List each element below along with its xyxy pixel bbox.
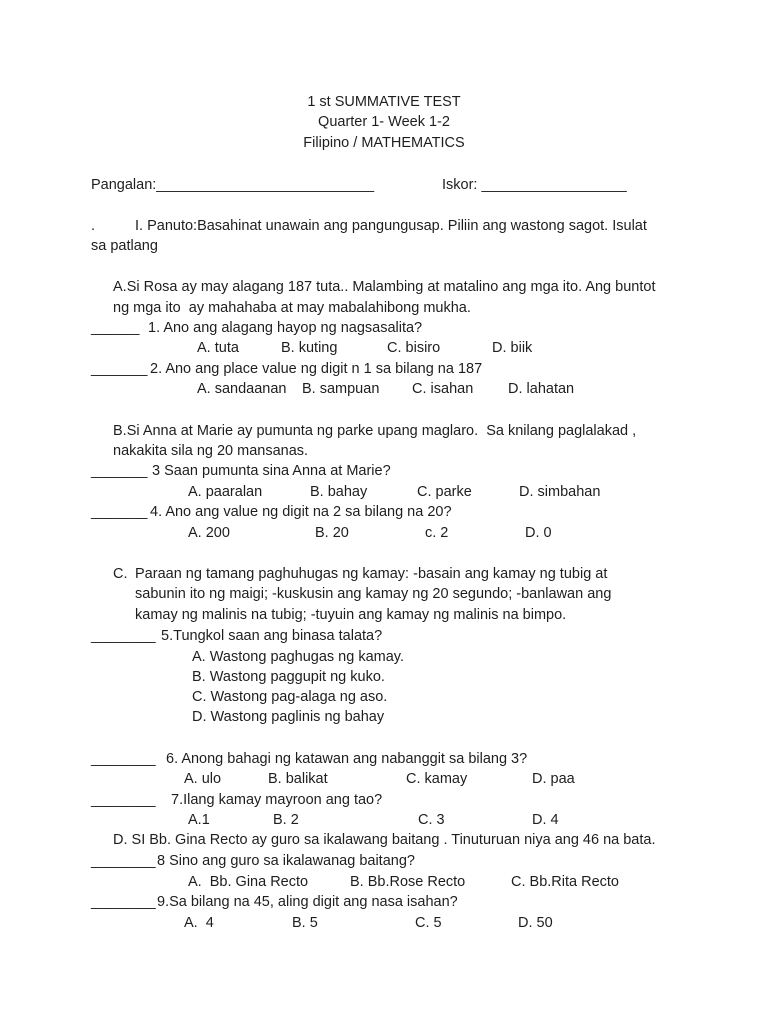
passage-c-label: C.: [113, 566, 128, 582]
answer-blank-7: ________: [91, 792, 156, 808]
q3-choice-c: C. parke: [417, 484, 472, 500]
q3-choice-d: D. simbahan: [519, 484, 601, 500]
q7-choice-b: B. 2: [273, 812, 299, 828]
question-1: 1. Ano ang alagang hayop ng nagsasalita?: [148, 320, 423, 336]
answer-blank-1: ______: [91, 320, 140, 336]
q9-choice-b: B. 5: [292, 915, 318, 931]
score-field: Iskor: __________________: [442, 177, 627, 193]
passage-c-line-2: sabunin ito ng maigi; -kuskusin ang kamay ng 20 segundo; -banlawan ang: [135, 586, 612, 602]
q8-choice-b: B. Bb.Rose Recto: [350, 874, 466, 890]
question-4: 4. Ano ang value ng digit na 2 sa bilang na 20?: [150, 504, 452, 520]
question-6: 6. Anong bahagi ng katawan ang nabanggit sa bilang 3?: [166, 751, 528, 767]
q9-choice-a: A. 4: [184, 915, 214, 931]
question-3: 3 Saan pumunta sina Anna at Marie?: [148, 463, 391, 479]
passage-a-line-2: ng mga ito ay mahahaba at may mabalahibong mukha.: [113, 300, 471, 316]
q4-choice-c: c. 2: [425, 525, 449, 541]
q4-choice-d: D. 0: [525, 525, 552, 541]
q8-choice-c: C. Bb.Rita Recto: [511, 874, 619, 890]
subjects-line: Filipino / MATHEMATICS: [303, 135, 465, 151]
q5-choice-a: A. Wastong paghugas ng kamay.: [192, 649, 404, 665]
q2-choice-d: D. lahatan: [508, 381, 575, 397]
quarter-line: Quarter 1- Week 1-2: [318, 114, 450, 130]
passage-b-line-2: nakakita sila ng 20 mansanas.: [113, 443, 309, 459]
passage-b-line-1: B.Si Anna at Marie ay pumunta ng parke upang maglaro. Sa knilang paglalakad ,: [113, 423, 637, 439]
instructions-line-2: sa patlang: [91, 238, 158, 254]
q7-choice-a: A.1: [188, 812, 210, 828]
question-2: 2. Ano ang place value ng digit n 1 sa bilang na 187: [150, 361, 483, 377]
answer-blank-5: ________: [91, 628, 156, 644]
q2-choice-a: A. sandaanan: [197, 381, 287, 397]
q5-choice-b: B. Wastong paggupit ng kuko.: [192, 669, 385, 685]
q2-choice-c: C. isahan: [412, 381, 474, 397]
answer-blank-9: ________: [91, 894, 156, 910]
q1-choice-b: B. kuting: [281, 340, 338, 356]
q8-choice-a: A. Bb. Gina Recto: [188, 874, 309, 890]
answer-blank-8: ________: [91, 853, 156, 869]
answer-blank-4: _______: [91, 504, 148, 520]
instruction-bullet: .: [91, 218, 96, 234]
passage-c-line-3: kamay ng malinis na tubig; -tuyuin ang kamay ng malinis na bimpo.: [135, 607, 567, 623]
q6-choice-a: A. ulo: [184, 771, 222, 787]
answer-blank-6: ________: [91, 751, 156, 767]
q9-choice-c: C. 5: [415, 915, 442, 931]
q1-choice-c: C. bisiro: [387, 340, 441, 356]
q5-choice-c: C. Wastong pag-alaga ng aso.: [192, 689, 388, 705]
instructions-line-1: I. Panuto:Basahinat unawain ang pangungusap. Piliin ang wastong sagot. Isulat: [135, 218, 647, 234]
passage-d: D. SI Bb. Gina Recto ay guro sa ikalawang baitang . Tinuturuan niya ang 46 na bata.: [113, 832, 656, 848]
q5-choice-d: D. Wastong paglinis ng bahay: [192, 709, 385, 725]
q7-choice-c: C. 3: [418, 812, 445, 828]
q7-choice-d: D. 4: [532, 812, 559, 828]
q9-choice-d: D. 50: [518, 915, 553, 931]
answer-blank-2: _______: [91, 361, 148, 377]
test-title: 1 st SUMMATIVE TEST: [307, 94, 461, 110]
q6-choice-c: C. kamay: [406, 771, 468, 787]
q2-choice-b: B. sampuan: [302, 381, 380, 397]
q6-choice-b: B. balikat: [268, 771, 328, 787]
q1-choice-d: D. biik: [492, 340, 533, 356]
q4-choice-b: B. 20: [315, 525, 349, 541]
passage-a-line-1: A.Si Rosa ay may alagang 187 tuta.. Malambing at matalino ang mga ito. Ang buntot: [113, 279, 656, 295]
q3-choice-b: B. bahay: [310, 484, 368, 500]
passage-c-line-1: Paraan ng tamang paghuhugas ng kamay: -basain ang kamay ng tubig at: [135, 566, 608, 582]
question-9: 9.Sa bilang na 45, aling digit ang nasa isahan?: [157, 894, 458, 910]
q6-choice-d: D. paa: [532, 771, 575, 787]
q4-choice-a: A. 200: [188, 525, 230, 541]
q3-choice-a: A. paaralan: [188, 484, 263, 500]
question-8: 8 Sino ang guro sa ikalawanag baitang?: [157, 853, 415, 869]
q1-choice-a: A. tuta: [197, 340, 239, 356]
question-5: 5.Tungkol saan ang binasa talata?: [157, 628, 383, 644]
question-7: 7.Ilang kamay mayroon ang tao?: [171, 792, 383, 808]
answer-blank-3: _______: [91, 463, 148, 479]
name-field: Pangalan:___________________________: [91, 177, 375, 193]
